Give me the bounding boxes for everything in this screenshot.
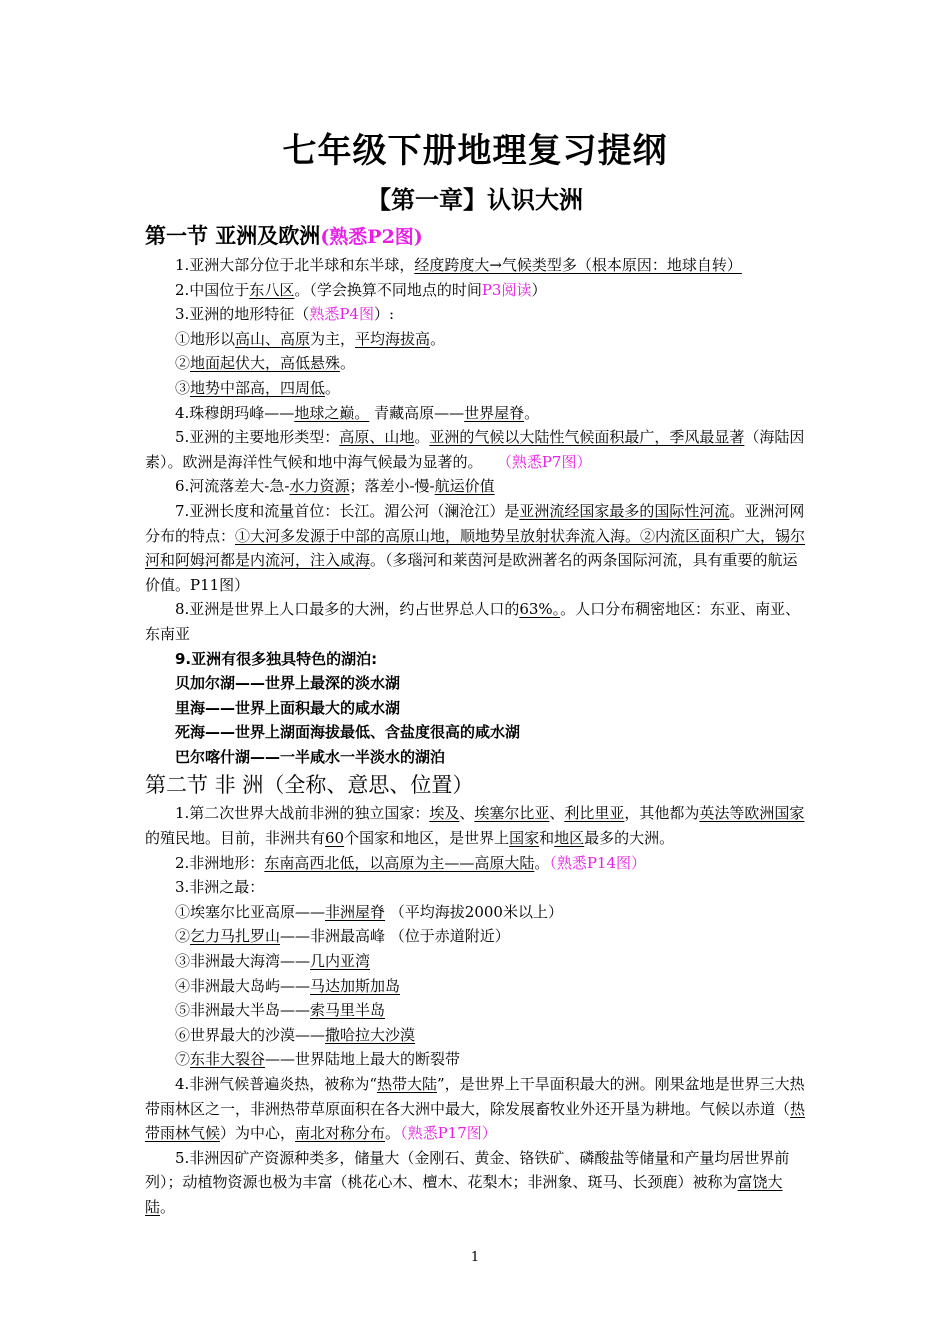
section-heading-asia-europe: [145, 220, 810, 253]
text: ④非洲最大岛屿——: [175, 976, 311, 995]
text: ——世界陆地上最大的断裂带: [265, 1050, 461, 1069]
section-heading-africa: 第二节 非 洲（全称、意思、位置）: [145, 773, 474, 798]
text: ②: [175, 927, 191, 946]
underlined-text: 埃塞尔比亚: [474, 804, 550, 823]
text: ）: [531, 280, 547, 299]
text: 4.珠穆朗玛峰——: [175, 403, 295, 422]
paragraph: [145, 499, 810, 597]
paragraph: [145, 1146, 810, 1220]
list-item: 贝加尔湖——世界上最深的淡水湖: [175, 674, 401, 693]
underlined-text: 高原、山地: [339, 428, 415, 447]
paragraph: [145, 597, 810, 646]
text: ）:: [373, 305, 395, 324]
underlined-text: 东八区: [249, 280, 295, 299]
text: 、: [459, 804, 475, 823]
underlined-text: 经度跨度大→气候类型多（根本原因：地球自转）: [414, 256, 742, 274]
text: 为主，: [310, 329, 356, 348]
list-item: 里海——世界上面积最大的咸水湖: [175, 698, 401, 717]
list-item: [145, 376, 810, 401]
text: 最多的大洲。: [584, 829, 675, 848]
text: 。: [524, 403, 540, 422]
underlined-text: 国家: [509, 829, 540, 848]
text: 青藏高原——: [369, 403, 465, 422]
underlined-text: 南北对称分布: [295, 1124, 386, 1143]
figure-ref: 熟悉P4图: [309, 305, 374, 324]
underlined-text: 航运价值: [434, 477, 495, 496]
list-item: [145, 900, 810, 925]
text: ⑦: [175, 1050, 191, 1069]
underlined-text: 东南高西北低，以高原为主——高原大陆: [264, 853, 535, 872]
underlined-text: 英法等欧洲国家: [699, 804, 805, 823]
underlined-text: 地势中部高，四周低: [190, 378, 326, 397]
list-item: [145, 1047, 810, 1072]
paragraph: [145, 801, 810, 850]
underlined-text: 亚洲流经国家最多的国际性河流: [519, 501, 730, 520]
text: ——非洲最高峰 （位于赤道附近）: [280, 927, 510, 946]
section-title: 第一节 亚洲及欧洲: [145, 223, 321, 248]
text: 。人口分布稠密地区：东亚、南亚、东南亚: [145, 600, 801, 643]
text: 5.非洲因矿产资源种类多，储量大（金刚石、黄金、铬铁矿、磷酸盐等储量和产量均居世界前列）；动植物资源也极为丰富（桃花心木、檀木、花梨木；非洲象、斑马、长颈鹿）被称为: [145, 1148, 790, 1192]
underlined-text: 热带大陆: [376, 1075, 437, 1093]
underlined-text: 索马里半岛: [310, 1001, 386, 1020]
paragraph: [145, 302, 810, 327]
document-title: 七年级下册地理复习提纲: [282, 131, 668, 171]
text: 。: [430, 329, 446, 348]
text: 和: [539, 829, 555, 848]
text: ③: [175, 378, 191, 397]
underlined-text: 亚洲的气候以大陆性气候面积最广，季风最显著: [429, 428, 745, 447]
figure-ref: （熟悉P14图）: [549, 853, 647, 872]
text: 6.河流落差大-急-: [175, 477, 290, 496]
text: （平均海拔2000米以上）: [385, 902, 563, 921]
text: ①地形以: [175, 329, 236, 348]
page-number: 1: [470, 1250, 480, 1265]
paragraph: [145, 401, 810, 426]
underlined-text: 撒哈拉大沙漠: [325, 1025, 416, 1044]
list-item: [145, 327, 810, 352]
paragraph: [145, 425, 810, 474]
text: 个国家和地区，是世界上: [344, 829, 510, 848]
text: 。（多瑙河和莱茵河是欧洲著名的两条国际河流，具有重要的航运价值。P11图）: [145, 551, 798, 594]
paragraph: [145, 278, 810, 303]
paragraph: [145, 851, 810, 876]
text: 。（学会换算不同地点的时间: [294, 280, 482, 299]
text: ；落差小-慢-: [349, 477, 435, 496]
text: ③非洲最大海湾——: [175, 952, 311, 971]
figure-ref: （熟悉P17图）: [400, 1124, 497, 1143]
underlined-text: 东非大裂谷: [190, 1050, 266, 1069]
underlined-text: 利比里亚: [564, 804, 625, 823]
text: ①埃塞尔比亚高原——: [175, 902, 326, 921]
text: 。: [340, 354, 356, 373]
text: 5.亚洲的主要地形类型：: [175, 428, 340, 447]
list-item: 死海——世界上湖面海拔最低、含盐度很高的咸水湖: [175, 723, 521, 742]
underlined-text: 63%。: [519, 600, 561, 619]
text: 1.第二次世界大战前非洲的独立国家：: [175, 804, 430, 823]
figure-ref: P3阅读: [481, 280, 532, 299]
underlined-text: 60: [325, 829, 345, 848]
section-figure-ref: (熟悉P2图): [320, 226, 423, 248]
paragraph: 3.非洲之最：: [175, 878, 265, 897]
text: ②: [175, 354, 191, 373]
text: ，其他都为: [624, 804, 700, 823]
text: 1.亚洲大部分位于北半球和东半球，: [175, 256, 415, 274]
text: ⑥世界最大的沙漠——: [175, 1025, 326, 1044]
text: 。: [385, 1124, 401, 1143]
underlined-text: 热带雨林气候: [145, 1099, 806, 1143]
document-body: [145, 220, 810, 1220]
text: 。: [534, 853, 550, 872]
text: 8.亚洲是世界上人口最多的大洲，约占世界总人口的: [175, 600, 520, 619]
text: （海陆因素）。欧洲是海洋性气候和地中海气候最为显著的。: [145, 428, 805, 471]
underlined-text: 水力资源: [289, 477, 350, 496]
list-item: [145, 974, 810, 999]
underlined-text: 地区: [554, 829, 585, 848]
text: 。: [325, 378, 341, 397]
underlined-text: 高山、高原: [235, 329, 311, 348]
text: 。: [160, 1197, 176, 1216]
underlined-text: 地球之巅。: [294, 403, 370, 422]
paragraph: [145, 474, 810, 499]
list-item: [145, 351, 810, 376]
text: 。: [414, 428, 430, 447]
text: 4.非洲气候普遍炎热，被称为“: [175, 1075, 377, 1093]
underlined-text: 埃及: [429, 804, 460, 823]
chapter-heading: 【第一章】认识大洲: [367, 186, 583, 214]
paragraph: [145, 1072, 810, 1146]
text: ）为中心，: [220, 1124, 296, 1143]
list-item: 巴尔喀什湖——一半咸水一半淡水的湖泊: [175, 747, 446, 766]
text: 。亚洲河网分布的特点：: [145, 501, 805, 545]
text: ⑤非洲最大半岛——: [175, 1001, 311, 1020]
figure-ref: （熟悉P7图）: [496, 452, 592, 471]
underlined-text: 世界屋脊: [464, 403, 525, 422]
list-item: [145, 949, 810, 974]
text: 2.中国位于: [175, 280, 250, 299]
text: ”，是世界上干旱面积最大的洲。刚果盆地是世界三大热带雨林区之一，非洲热带草原面积在各大洲中最大，除发展畜牧业外还开垦为耕地。气候以赤道（: [145, 1075, 805, 1118]
underlined-text: 非洲屋脊: [325, 902, 386, 921]
underlined-text: 乞力马扎罗山: [190, 927, 281, 946]
underlined-text: 几内亚湾: [310, 952, 371, 971]
text: 、: [549, 804, 565, 823]
underlined-text: ①大河多发源于中部的高原山地，顺地势呈放射状奔流入海。②内流区面积广大，锡尔河和阿姆河都是内流河，注入咸海: [145, 526, 806, 570]
underlined-text: 富饶大陆: [145, 1173, 783, 1216]
text: 2.非洲地形：: [175, 853, 265, 872]
paragraph: [145, 253, 810, 278]
underlined-text: 地面起伏大，高低悬殊: [190, 354, 341, 373]
list-item: [145, 924, 810, 949]
list-item: [145, 1023, 810, 1048]
text: 3.亚洲的地形特征（: [175, 305, 310, 324]
underlined-text: 马达加斯加岛: [310, 976, 401, 995]
text: 的殖民地。目前，非洲共有: [145, 829, 326, 848]
text: 7.亚洲长度和流量首位：长江。湄公河（澜沧江）是: [175, 501, 520, 520]
underlined-text: 平均海拔高: [355, 329, 431, 348]
list-item: [145, 998, 810, 1023]
paragraph: 9.亚洲有很多独具特色的湖泊:: [175, 649, 378, 668]
